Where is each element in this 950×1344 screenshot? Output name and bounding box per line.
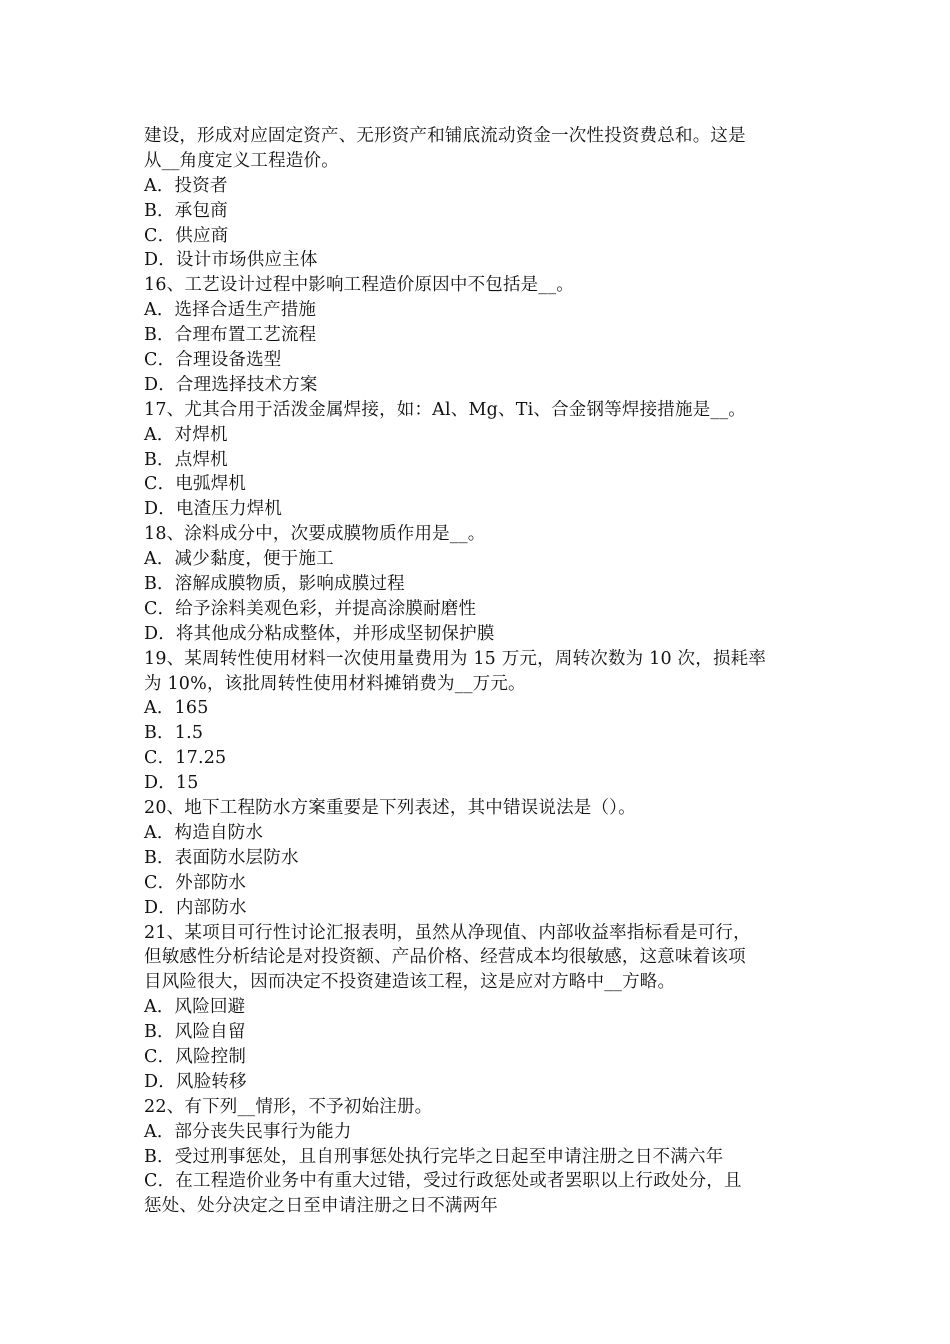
question-19: 19、某周转性使用材料一次使用量费用为 15 万元，周转次数为 10 次，损耗率 [144, 648, 767, 669]
option-b: B．1.5 [144, 723, 204, 744]
document-body [144, 124, 808, 1219]
option-b: B．受过刑事惩处，且自刑事惩处执行完毕之日起至申请注册之日不满六年 [144, 1146, 724, 1167]
option-b: B．表面防水层防水 [144, 847, 299, 868]
option-a: A．构造自防水 [144, 822, 264, 843]
option-d: D．合理选择技术方案 [144, 374, 318, 395]
option-d: D．内部防水 [144, 897, 247, 918]
option-b: B．承包商 [144, 200, 228, 221]
option-a: A．减少黏度，便于施工 [144, 549, 334, 570]
question-20: 20、地下工程防水方案重要是下列表述，其中错误说法是（）。 [144, 798, 636, 819]
option-c: C．供应商 [144, 225, 229, 246]
option-c-cont: 惩处、处分决定之日至申请注册之日不满两年 [144, 1196, 498, 1217]
option-c: C．风险控制 [144, 1046, 247, 1067]
option-d: D．将其他成分粘成整体，并形成坚韧保护膜 [144, 623, 495, 644]
option-a: A．165 [144, 698, 209, 719]
question-18: 18、涂料成分中，次要成膜物质作用是__。 [144, 524, 486, 545]
question-21-cont: 目风险很大，因而决定不投资建造该工程，这是应对方略中__方略。 [144, 972, 676, 993]
question-22: 22、有下列__情形，不予初始注册。 [144, 1096, 433, 1117]
text-line: 从__角度定义工程造价。 [144, 150, 339, 171]
option-c: C．17.25 [144, 748, 227, 769]
option-d: D．设计市场供应主体 [144, 250, 318, 271]
question-21: 21、某项目可行性讨论汇报表明，虽然从净现值、内部收益率指标看是可行， [144, 922, 751, 943]
option-b: B．合理布置工艺流程 [144, 325, 317, 346]
option-a: A．风险回避 [144, 997, 246, 1018]
option-c: C．合理设备选型 [144, 350, 282, 371]
option-c: C．在工程造价业务中有重大过错，受过行政惩处或者罢职以上行政处分，且 [144, 1171, 742, 1192]
question-21-cont: 但敏感性分析结论是对投资额、产品价格、经营成本均很敏感，这意味着该项 [144, 947, 746, 968]
question-16: 16、工艺设计过程中影响工程造价原因中不包括是__。 [144, 275, 574, 296]
question-17: 17、尤其合用于活泼金属焊接，如：Al、Mg、Ti、合金钢等焊接措施是__。 [144, 399, 746, 420]
option-b: B．溶解成膜物质，影响成膜过程 [144, 574, 405, 595]
option-a: A．部分丧失民事行为能力 [144, 1121, 352, 1142]
option-c: C．给予涂料美观色彩，并提高涂膜耐磨性 [144, 598, 477, 619]
question-19-cont: 为 10%，该批周转性使用材料摊销费为__万元。 [144, 673, 526, 694]
option-c: C．外部防水 [144, 872, 247, 893]
text-line: 建设，形成对应固定资产、无形资产和铺底流动资金一次性投资费总和。这是 [144, 126, 746, 146]
option-a: A．对焊机 [144, 424, 228, 445]
option-d: D．15 [144, 773, 199, 794]
option-b: B．风险自留 [144, 1022, 246, 1043]
option-c: C．电弧焊机 [144, 474, 247, 495]
option-a: A．选择合适生产措施 [144, 300, 317, 321]
option-b: B．点焊机 [144, 449, 228, 470]
option-d: D．电渣压力焊机 [144, 499, 283, 520]
option-d: D．风脸转移 [144, 1071, 247, 1092]
option-a: A．投资者 [144, 175, 228, 196]
